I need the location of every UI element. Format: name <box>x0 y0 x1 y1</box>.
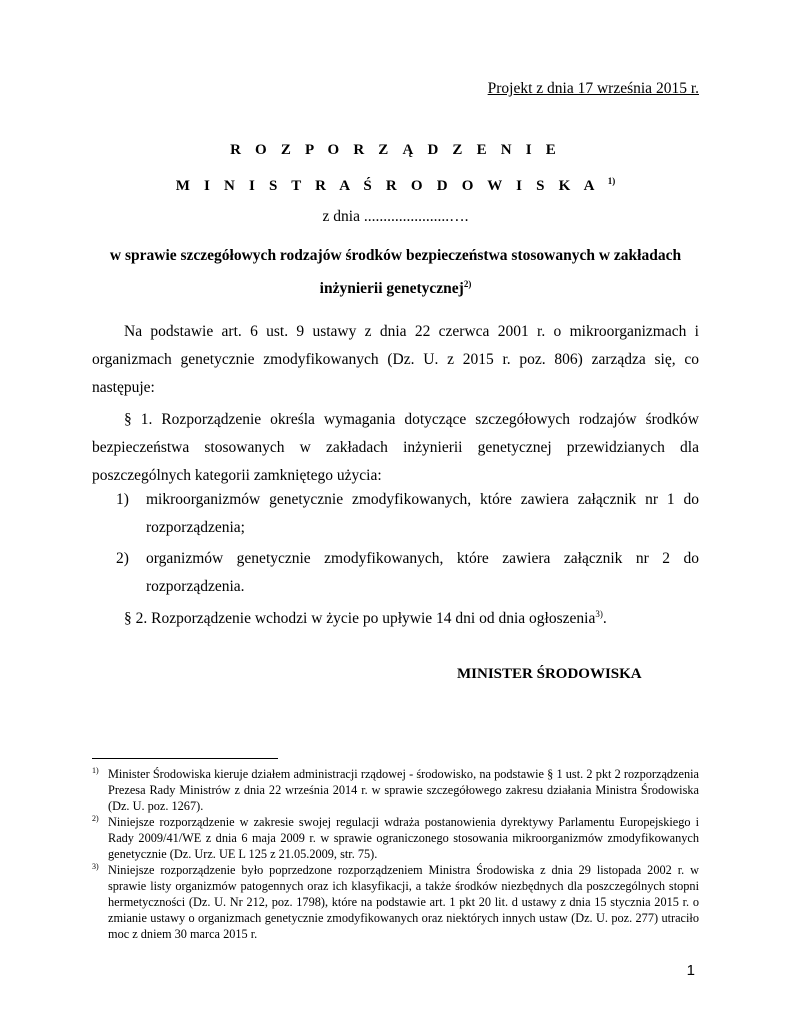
subject-line-2 <box>100 270 691 303</box>
footnote <box>92 862 699 942</box>
list-item-number: 1) <box>116 491 129 508</box>
footnote-text: Minister Środowiska kieruje działem administracji rządowej - środowisko, na podstawie § 1 ust. 2 pkt 2 rozporządzenia Prezesa Rady Ministrów z dnia 22 września 2014 r. w sprawie szczegółowego zakresu działania Ministra Środowiska (Dz. U. poz. 1267). <box>108 767 699 813</box>
subject-title <box>100 242 691 303</box>
section-2-text <box>92 600 699 633</box>
footnote-ref-1[interactable]: 1) <box>607 176 616 186</box>
list-item-text: organizmów genetycznie zmodyfikowanych, które zawiera załącznik nr 2 do rozporządzenia. <box>146 550 699 595</box>
footnote-text: Niniejsze rozporządzenie było poprzedzone rozporządzeniem Ministra Środowiska z dnia 29 listopada 2002 r. w sprawie listy organizmów patogennych oraz ich klasyfikacji, a także środków niezbędnych dla poszczególnych stopni hermetyczności (Dz. U. Nr 212, poz. 1798), które na podstawie art. 1 pkt 20 lit. d ustawy z dnia 15 stycznia 2015 r. o zmianie ustawy o organizmach genetycznie zmodyfikowanych oraz niektórych innych ustaw (Dz. U. poz. 277) utraciło moc z dniem 30 marca 2015 r. <box>108 863 699 941</box>
section-1-list <box>92 486 699 604</box>
footnote <box>92 814 699 862</box>
footnote <box>92 766 699 814</box>
footnote-text: Niniejsze rozporządzenie w zakresie swojej regulacji wdraża postanowienia dyrektywy Parlamentu Europejskiego i Rady 2009/41/WE z dnia 6 maja 2009 r. w sprawie ograniczonego stosowania mikroorganizmów zmodyfikowanych genetycznie (Dz. Urz. UE L 125 z 21.05.2009, str. 75). <box>108 815 699 861</box>
footnote-ref-3[interactable]: 3) <box>595 609 603 619</box>
signature-block: MINISTER ŚRODOWISKA <box>457 666 642 682</box>
list-item <box>92 486 699 542</box>
list-item <box>92 545 699 601</box>
footnote-number: 2) <box>92 814 99 823</box>
issue-date-line: z dnia ......................…. <box>322 208 469 225</box>
footnote-separator <box>92 758 278 759</box>
footnote-number: 3) <box>92 862 99 871</box>
footnote-number: 1) <box>92 766 99 775</box>
list-item-text: mikroorganizmów genetycznie zmodyfikowanych, które zawiera załącznik nr 1 do rozporządzenia; <box>146 491 699 536</box>
draft-date-line: Projekt z dnia 17 września 2015 r. <box>487 80 699 97</box>
subject-line-2-text: inżynierii genetycznej <box>319 280 464 298</box>
legal-basis-paragraph: Na podstawie art. 6 ust. 9 ustawy z dnia 22 czerwca 2001 r. o mikroorganizmach i organizmach genetycznie zmodyfikowanych (Dz. U. z 2015 r. poz. 806) zarządza się, co następuje: <box>92 323 699 396</box>
subject-line-1: w sprawie szczegółowych rodzajów środków bezpieczeństwa stosowanych w zakładach <box>109 247 682 264</box>
footnote-ref-2[interactable]: 2) <box>463 279 472 289</box>
section-2-body: § 2. Rozporządzenie wchodzi w życie po upływie 14 dni od dnia ogłoszenia <box>124 610 596 628</box>
page-number: 1 <box>686 962 695 979</box>
issuer-title <box>0 176 791 195</box>
list-item-number: 2) <box>116 550 129 567</box>
footnotes <box>92 766 699 942</box>
issuer-title-text: M I N I S T R A Ś R O D O W I S K A <box>175 178 599 194</box>
section-1-text: § 1. Rozporządzenie określa wymagania dotyczące szczegółowych rodzajów środków bezpieczeństwa stosowanych w zakładach inżynierii genetycznej przewidzianych dla poszczególnych kategorii zamkniętego użycia: <box>92 411 699 484</box>
document-type-title: R O Z P O R Z Ą D Z E N I E <box>230 142 561 158</box>
section-2-end: . <box>602 610 607 628</box>
